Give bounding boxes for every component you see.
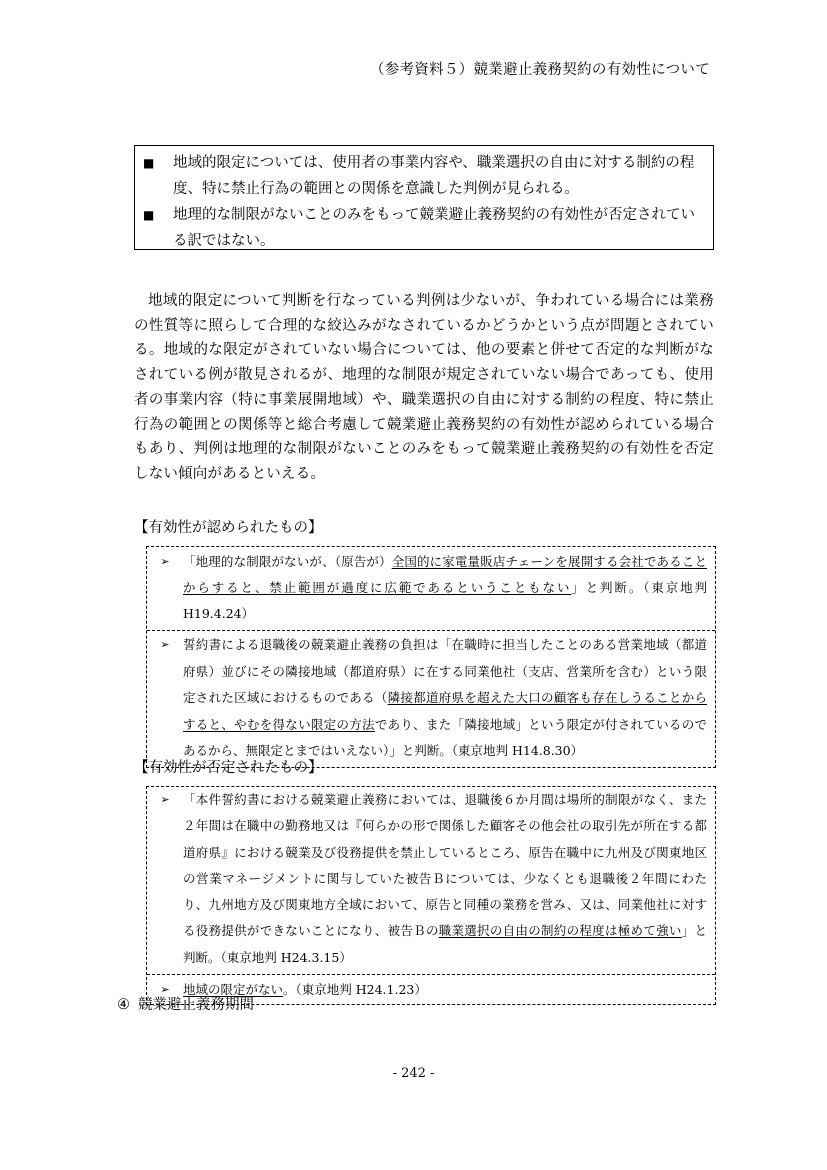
arrow-bullet-icon: ➢ [160, 555, 170, 568]
case-item [147, 787, 715, 974]
page-header-title: （参考資料５）競業避止義務契約の有効性について [369, 62, 710, 78]
arrow-bullet-icon: ➢ [160, 983, 170, 997]
case-text-underlined: 隣接都道府県を超えた大口の顧客も存在しうることからすると、やむを得ない限定の方法 [183, 690, 707, 732]
case-text-plain: 「本件誓約書における競業避止義務においては、退職後６か月間は場所的制限がなく、また２年間は在職中の勤務地又は『何らかの形で関係した顧客その他会社の取引先が所在する都道府県』における競業及び役務提供を禁止しているところ、原告在職中に九州及び関東地区の営業マネージメントに関与していた被告Ｂについては、少なくとも退職後２年間にわたり、九州地方及び関東地方全域において、原告と同種の業務を営み、又は、同業他社に対する役務提供ができないことになり、被告Ｂの [183, 792, 707, 939]
case-text-plain: 誓約書による退職後の競業避止義務の負担は「在職時に担当したことのある営業地域（都道府県）並びにその隣接地域（都道府県）に在する同業他社（支店、営業所を含む）という限定された区域におけるものである（ [183, 637, 707, 705]
subsection-heading [117, 993, 254, 1014]
case-item [147, 630, 715, 767]
square-bullet-icon: ■ [143, 156, 155, 170]
body-paragraph: 地域的限定について判断を行なっている判例は少ないが、争われている場合には業務の性質等に照らして合理的な絞込みがなされているかどうかという点が問題とされている。地域的な限定がされていない場合については、他の要素と併せて否定的な判断がなされている例が散見されるが、地理的な制限が規定されていない場合であっても、使用者の事業内容（特に事業展開地域）や、職業選択の自由に対する制約の程度、特に禁止行為の範囲との関係等と総合考慮して競業避止義務契約の有効性が認められている場合もあり、判例は地理的な制限がないことのみをもって競業避止義務契約の有効性を否定しない傾向があるといえる。 [134, 293, 714, 482]
denied-heading: 【有効性が否定されたもの】 [134, 760, 323, 776]
case-text [183, 549, 715, 627]
recognized-heading: 【有効性が認められたもの】 [134, 520, 323, 536]
case-text [183, 787, 715, 971]
case-text-plain: 「地理的な制限がないが、（原告が） [183, 554, 392, 569]
summary-item-text: 地理的な制限がないことのみをもって競業避止義務契約の有効性が否定されている訳ではない。 [173, 207, 695, 249]
subsection-number: ④ [117, 997, 130, 1013]
summary-box [134, 145, 714, 250]
page-number: - 242 - [392, 1066, 435, 1081]
summary-item-text: 地域的限定については、使用者の事業内容や、職業選択の自由に対する制約の程度、特に禁止行為の範囲との関係を意識した判例が見られる。 [173, 155, 695, 197]
summary-item [143, 150, 705, 202]
case-text-plain: 」と判断。（東京地判 H24.3.15） [183, 923, 707, 965]
case-text-plain: 。（東京地判 H24.1.23） [283, 982, 427, 998]
denied-case-box [146, 786, 716, 1005]
case-text [183, 632, 715, 765]
case-text-plain: 」と判断。（東京地判 H19.4.24） [183, 580, 707, 621]
case-text-underlined: 地域の限定がない [183, 982, 284, 998]
subsection-title: 競業避止義務期間 [138, 997, 254, 1013]
recognized-case-box [146, 546, 716, 768]
case-text [183, 977, 715, 1003]
case-text-plain: であり、また「隣接地域」という限定が付されているのであるから、無限定とまではいえない）」と判断。（東京地判 H14.8.30） [183, 716, 707, 758]
summary-item [143, 202, 705, 254]
square-bullet-icon: ■ [143, 208, 155, 222]
case-text-underlined: 全国的に家電量販店チェーンを展開する会社であることからすると、禁止範囲が過度に広範であるということもない [183, 554, 707, 595]
arrow-bullet-icon: ➢ [160, 638, 170, 651]
case-text-underlined: 職業選択の自由の制約の程度は極めて強い [438, 923, 682, 939]
arrow-bullet-icon: ➢ [160, 793, 170, 806]
case-item [147, 547, 715, 630]
